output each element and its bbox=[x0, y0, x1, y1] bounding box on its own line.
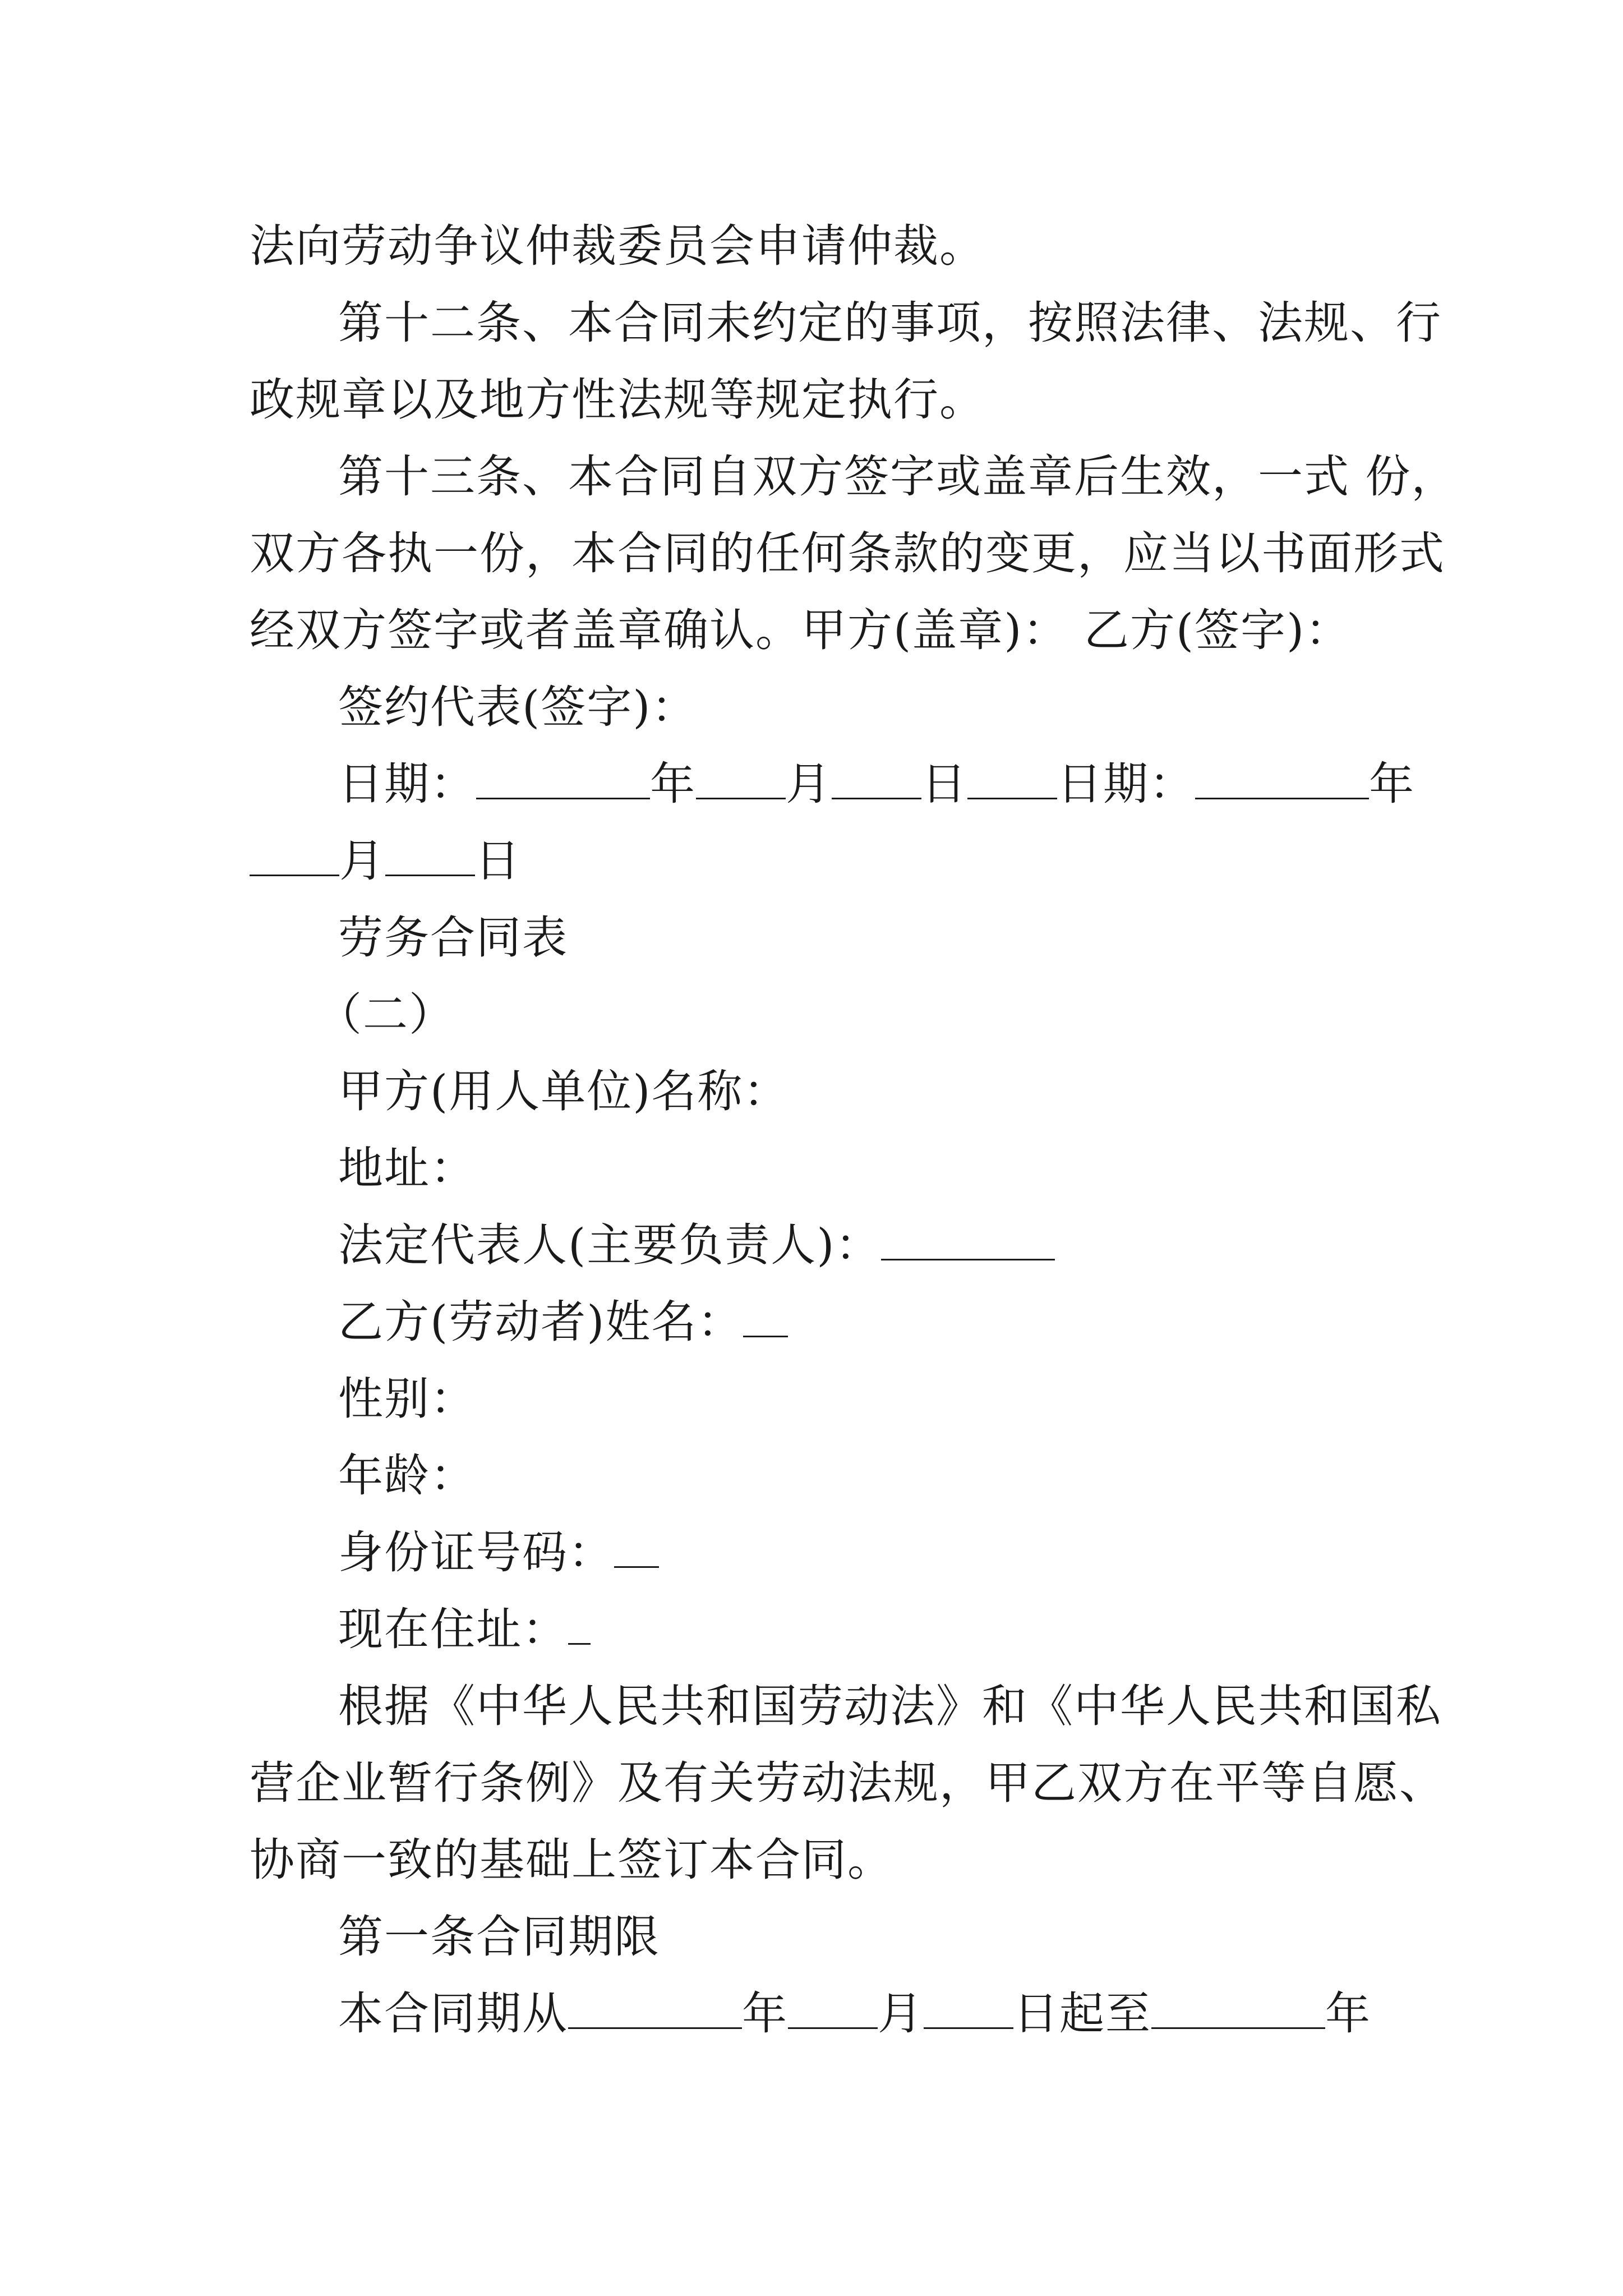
date-label: 日期： bbox=[338, 758, 476, 810]
blank-field bbox=[881, 1220, 1055, 1260]
day-to-label: 日起至 bbox=[1013, 1987, 1151, 2040]
blank-field bbox=[832, 758, 921, 799]
blank-field bbox=[568, 1604, 591, 1645]
paragraph-article-13 bbox=[250, 438, 1458, 669]
blank-field bbox=[1195, 758, 1369, 799]
line-text: 第十三条、本合同自双方签字或盖章后生效，一式 份， bbox=[338, 450, 1458, 503]
year-label: 年 bbox=[742, 1987, 788, 2040]
day-label: 日 bbox=[921, 758, 967, 810]
line-text: 年龄： bbox=[338, 1450, 476, 1502]
blank-field bbox=[1151, 1988, 1325, 2029]
paragraph-article-12 bbox=[250, 284, 1442, 438]
line-text: 根据《中华人民共和国劳动法》和《中华人民共和国私 bbox=[338, 1680, 1442, 1732]
date-label: 日期： bbox=[1057, 758, 1195, 810]
contract-term-line bbox=[250, 1975, 1388, 2052]
line-text: 第十二条、本合同未约定的事项，按照法律、法规、行 bbox=[338, 297, 1442, 349]
line-text: 法向劳动争议仲裁委员会申请仲裁。 bbox=[250, 220, 985, 272]
blank-field bbox=[967, 758, 1057, 799]
line-text: 经双方签字或者盖章确认。甲方(盖章)： 乙方(签字)： bbox=[250, 604, 1352, 656]
line-text: 签约代表(签字)： bbox=[338, 681, 698, 733]
blank-field bbox=[788, 1988, 878, 2029]
line-text: （二） bbox=[317, 988, 455, 1041]
line-text: 甲方(用人单位)名称： bbox=[338, 1065, 790, 1117]
form-title bbox=[250, 899, 1388, 976]
article-1-heading bbox=[250, 1898, 1388, 1975]
month-label: 月 bbox=[878, 1987, 924, 2040]
year-label: 年 bbox=[650, 758, 696, 810]
line-text: 地址： bbox=[338, 1142, 476, 1194]
line-text: 第一条合同期限 bbox=[338, 1911, 660, 1963]
year-label: 年 bbox=[1325, 1987, 1371, 2040]
term-prefix: 本合同期从 bbox=[338, 1987, 568, 2040]
line-text: 协商一致的基础上签订本合同。 bbox=[250, 1834, 893, 1886]
blank-field bbox=[614, 1527, 659, 1568]
date-line bbox=[250, 746, 1415, 899]
paragraph-legal-basis bbox=[250, 1668, 1445, 1898]
month-label: 月 bbox=[786, 758, 832, 810]
blank-field bbox=[385, 835, 475, 876]
line-text: 政规章以及地方性法规等规定执行。 bbox=[250, 374, 985, 426]
blank-field bbox=[696, 758, 786, 799]
line-text: 营企业暂行条例》及有关劳动法规，甲乙双方在平等自愿、 bbox=[250, 1757, 1445, 1809]
blank-field bbox=[476, 758, 650, 799]
blank-field bbox=[743, 1296, 788, 1337]
line-text: 乙方(劳动者)姓名： bbox=[338, 1296, 744, 1348]
blank-field bbox=[924, 1988, 1013, 2029]
form-subtitle bbox=[250, 976, 1388, 1053]
blank-field bbox=[568, 1988, 742, 2029]
party-info bbox=[250, 1053, 1388, 1668]
line-text: 现在住址： bbox=[338, 1603, 568, 1655]
signing-representative bbox=[250, 669, 1388, 746]
year-label: 年 bbox=[1369, 758, 1415, 810]
line-text: 法定代表人(主要负责人)： bbox=[338, 1219, 882, 1271]
day-label: 日 bbox=[475, 835, 521, 887]
paragraph-arbitration-end bbox=[250, 208, 1388, 284]
line-text: 双方各执一份，本合同的任何条款的变更，应当以书面形式 bbox=[250, 527, 1445, 579]
blank-field bbox=[250, 835, 339, 876]
line-text: 性别： bbox=[338, 1373, 476, 1425]
line-text: 劳务合同表 bbox=[338, 912, 568, 964]
line-text: 身份证号码： bbox=[338, 1526, 614, 1579]
month-label: 月 bbox=[339, 835, 385, 887]
